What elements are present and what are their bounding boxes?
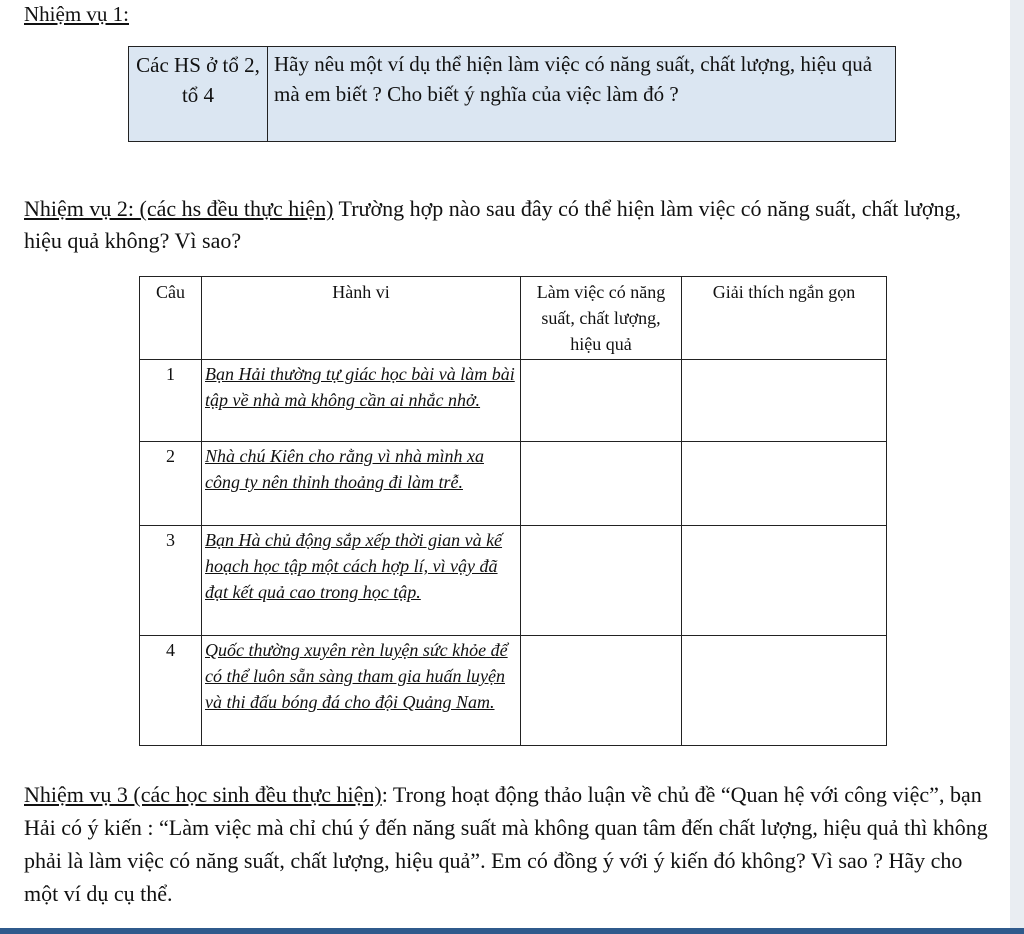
productive-cell[interactable] [521, 636, 682, 746]
task3-paragraph [24, 778, 999, 910]
row-behavior [202, 526, 521, 636]
table-row [140, 360, 887, 442]
behavior-text: Bạn Hải thường tự giác học bài và làm bài tập về nhà mà không cần ai nhắc nhở. [205, 364, 515, 410]
header-cau: Câu [140, 277, 202, 360]
task2-paragraph [24, 193, 999, 257]
productive-cell[interactable] [521, 360, 682, 442]
task2-text: Trường hợp nào sau đây có thể hiện làm việc có năng suất, chất lượng, hiệu quả không? Vì sao? [24, 196, 962, 253]
task1-box [128, 46, 896, 142]
task1-heading: Nhiệm vụ 1: [24, 2, 129, 26]
behavior-text: Nhà chú Kiên cho rằng vì nhà mình xa công ty nên thỉnh thoảng đi làm trễ. [205, 446, 484, 492]
row-behavior [202, 442, 521, 526]
bottom-bar [0, 928, 1024, 934]
productive-cell[interactable] [521, 526, 682, 636]
task1-who: Các HS ở tổ 2, tổ 4 [129, 47, 268, 141]
row-number: 4 [140, 636, 202, 746]
behavior-table [139, 276, 887, 746]
productive-cell[interactable] [521, 442, 682, 526]
header-productive: Làm việc có năng suất, chất lượng, hiệu quả [521, 277, 682, 360]
header-explanation: Giải thích ngắn gọn [682, 277, 887, 360]
task3-text: : Trong hoạt động thảo luận về chủ đề “Quan hệ với công việc”, bạn Hải có ý kiến : “Làm việc mà chỉ chú ý đến năng suất mà không quan tâm đến chất lượng, hiệu quả thì không phải là làm việc có năng suất, chất lượng, hiệu quả”. Em có đồng ý với ý kiến đó không? Vì sao ? Hãy cho một ví dụ cụ thể. [24, 782, 988, 906]
explanation-cell[interactable] [682, 526, 887, 636]
row-number: 1 [140, 360, 202, 442]
row-number: 3 [140, 526, 202, 636]
header-hanh-vi: Hành vi [202, 277, 521, 360]
explanation-cell[interactable] [682, 636, 887, 746]
task1-question: Hãy nêu một ví dụ thể hiện làm việc có năng suất, chất lượng, hiệu quả mà em biết ? Cho biết ý nghĩa của việc làm đó ? [274, 52, 873, 106]
explanation-cell[interactable] [682, 442, 887, 526]
table-row [140, 526, 887, 636]
row-behavior [202, 360, 521, 442]
explanation-cell[interactable] [682, 360, 887, 442]
behavior-text: Bạn Hà chủ động sắp xếp thời gian và kế hoạch học tập một cách hợp lí, vì vậy đã đạt kết quả cao trong học tập. [205, 530, 503, 602]
behavior-text: Quốc thường xuyên rèn luyện sức khỏe để có thể luôn sẵn sàng tham gia huấn luyện và thi đấu bóng đá cho đội Quảng Nam. [205, 640, 508, 712]
row-behavior [202, 636, 521, 746]
task3-heading: Nhiệm vụ 3 (các học sinh đều thực hiện) [24, 782, 382, 807]
row-number: 2 [140, 442, 202, 526]
table-row [140, 442, 887, 526]
window-edge [1010, 0, 1024, 934]
task2-heading: Nhiệm vụ 2: (các hs đều thực hiện) [24, 196, 334, 221]
table-row [140, 636, 887, 746]
